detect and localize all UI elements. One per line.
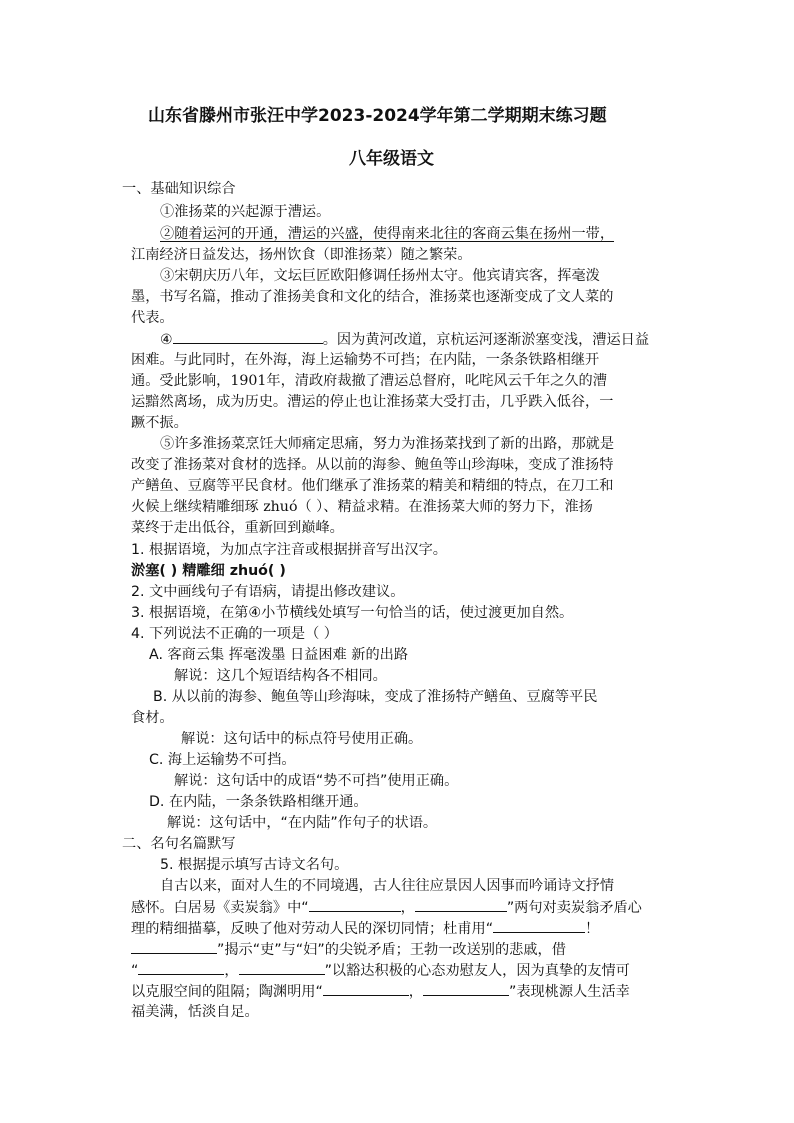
paragraph-number: ④	[160, 332, 173, 348]
poem-comma: ，	[224, 963, 239, 979]
option-c-note: 解说：这句话中的成语“势不可挡”使用正确。	[174, 773, 459, 789]
poem-line: 自古以来，面对人生的不同境遇，古人往往应景因人因事而吟诵诗文抒情	[160, 878, 615, 894]
poem-text: 感怀。白居易《卖炭翁》中“	[131, 900, 309, 916]
option-a-note: 解说：这几个短语结构各不相同。	[174, 668, 387, 684]
page-subtitle: 八年级语文	[349, 149, 434, 169]
fill-blank[interactable]	[173, 329, 323, 344]
fill-blank[interactable]	[493, 918, 585, 933]
fill-blank[interactable]	[138, 960, 224, 975]
poem-text: 以克服空间的阻隔；陶渊明用“	[131, 984, 323, 1000]
question-4: 4. 下列说法不正确的一项是（ ）	[131, 626, 338, 642]
section-heading-basics: 一、基础知识综合	[122, 181, 236, 197]
poem-text: ”揭示“吏”与“妇”的尖锐矛盾；王勃一改送别的悲戚，借	[217, 942, 566, 958]
option-d-note: 解说：这句话中，“在内陆”作句子的状语。	[167, 815, 438, 831]
option-a: A. 客商云集 挥毫泼墨 日益困难 新的出路	[149, 647, 409, 663]
poem-text: 理的精细描摹，反映了他对劳动人民的深切同情；杜甫用“	[131, 921, 494, 937]
passage-line: 通。受此影响，1901年，清政府裁撤了漕运总督府，叱咤风云千年之久的漕	[131, 373, 607, 389]
underlined-sentence: ②随着运河的开通，漕运的兴盛，使得南来北往的客商云集在扬州一带，	[160, 226, 615, 242]
poem-line	[131, 960, 630, 981]
poem-comma: ，	[408, 984, 423, 1000]
option-b-cont: 食材。	[131, 710, 174, 726]
poem-text: ！	[585, 921, 600, 937]
passage-line: 菜终于走出低谷，重新回到巅峰。	[131, 520, 344, 536]
passage-line: 墨，书写名篇，推动了淮扬美食和文化的结合，淮扬菜也逐渐变成了文人菜的	[131, 289, 614, 305]
fill-blank[interactable]	[323, 981, 409, 996]
option-b: B. 从以前的海参、鲍鱼等山珍海味，变成了淮扬特产鳝鱼、豆腐等平民	[153, 689, 598, 705]
page-title: 山东省滕州市张汪中学2023-2024学年第二学期期末练习题	[148, 106, 607, 126]
question-1: 1. 根据语境，为加点字注音或根据拼音写出汉字。	[131, 542, 447, 558]
option-c: C. 海上运输势不可挡。	[149, 752, 296, 768]
passage-text: 。因为黄河改道，京杭运河逐渐淤塞变浅，漕运日益	[322, 332, 650, 348]
passage-line: 运黯然离场，成为历史。漕运的停止也让淮扬菜大受打击，几乎跌入低谷，一	[131, 394, 614, 410]
poem-line	[131, 918, 599, 939]
fill-blank[interactable]	[309, 897, 401, 912]
poem-line	[131, 981, 630, 1002]
poem-line	[131, 939, 566, 960]
passage-line: 改变了淮扬菜对食材的选择。从以前的海参、鲍鱼等山珍海味，变成了淮扬特	[131, 457, 614, 473]
fill-blank[interactable]	[131, 939, 217, 954]
poem-comma: ，	[400, 900, 415, 916]
poem-text: “	[131, 963, 139, 979]
passage-paragraph-1: ①淮扬菜的兴起源于漕运。	[160, 204, 331, 220]
passage-line: 江南经济日益发达，扬州饮食（即淮扬菜）随之繁荣。	[131, 247, 472, 263]
poem-line: 福美满，恬淡自足。	[131, 1004, 259, 1020]
passage-line: 蹶不振。	[131, 415, 188, 431]
question-3: 3. 根据语境，在第④小节横线处填写一句恰当的话，使过渡更加自然。	[131, 605, 574, 621]
passage-paragraph-4-first	[160, 329, 649, 350]
passage-line: 火候上继续精雕细琢 zhuó（ ）、精益求精。在淮扬菜大师的努力下，淮扬	[131, 499, 593, 515]
poem-text: ”表现桃源人生活幸	[509, 984, 630, 1000]
fill-blank[interactable]	[415, 897, 507, 912]
question-2: 2. 文中画线句子有语病，请提出修改建议。	[131, 584, 405, 600]
fill-blank[interactable]	[423, 981, 509, 996]
section-heading-recitation: 二、名句名篇默写	[122, 836, 236, 852]
question-5: 5. 根据提示填写古诗文名句。	[160, 857, 349, 873]
poem-text: ”以豁达积极的心态劝慰友人，因为真挚的友情可	[324, 963, 630, 979]
passage-line: 产鳝鱼、豆腐等平民食材。他们继承了淮扬菜的精美和精细的特点，在刀工和	[131, 478, 614, 494]
poem-line	[131, 897, 642, 918]
fill-blank[interactable]	[239, 960, 325, 975]
poem-text: ”两句对卖炭翁矛盾心	[506, 900, 642, 916]
passage-line: ③宋朝庆历八年，文坛巨匠欧阳修调任扬州太守。他宾请宾客，挥毫泼	[160, 268, 600, 284]
passage-line: 困难。与此同时，在外海，海上运输势不可挡；在内陆，一条条铁路相继开	[131, 352, 600, 368]
option-d: D. 在内陆，一条条铁路相继开通。	[149, 794, 368, 810]
question-1-items: 淤塞( ) 精雕细 zhuó( )	[131, 563, 286, 579]
passage-line: ⑤许多淮扬菜烹饪大师痛定思痛，努力为淮扬菜找到了新的出路，那就是	[160, 436, 615, 452]
option-b-note: 解说：这句话中的标点符号使用正确。	[181, 731, 423, 747]
passage-line: 代表。	[131, 310, 174, 326]
